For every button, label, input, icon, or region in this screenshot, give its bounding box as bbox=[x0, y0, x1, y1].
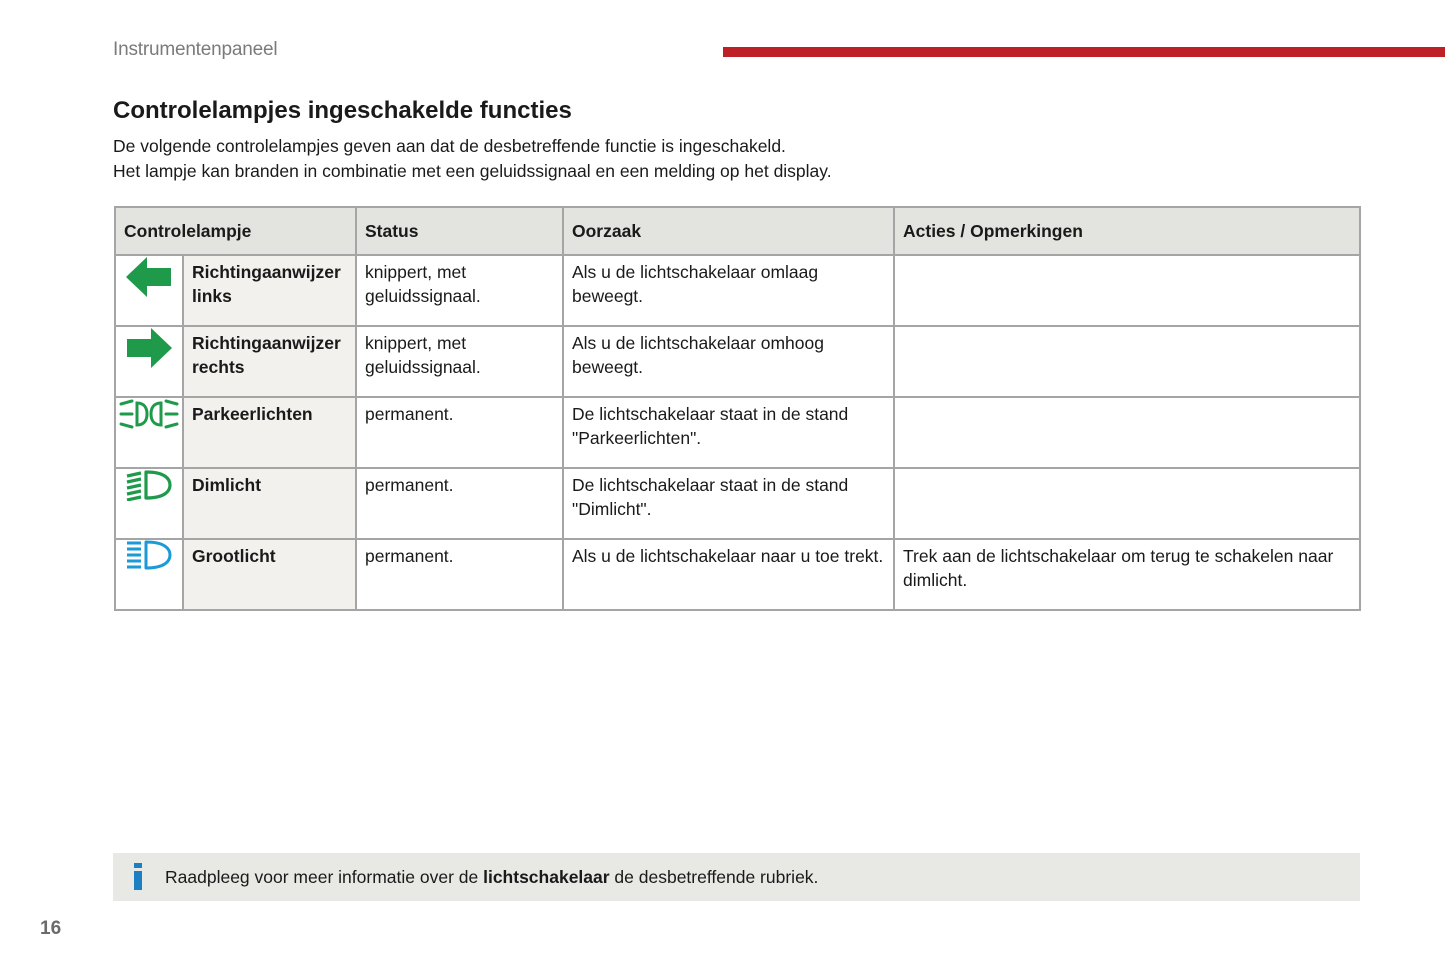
info-note bbox=[113, 853, 1360, 901]
intro-line-2: Het lampje kan branden in combinatie met een geluidssignaal en een melding op het display. bbox=[113, 160, 832, 181]
note-text-before: Raadpleeg voor meer informatie over de bbox=[165, 866, 484, 887]
info-icon bbox=[133, 863, 143, 891]
lamp-icon-cell bbox=[115, 539, 183, 610]
turn-signal-left-icon bbox=[125, 256, 173, 298]
lamp-actions bbox=[894, 397, 1360, 468]
note-text-after: de desbetreffende rubriek. bbox=[609, 866, 819, 887]
warning-lamps-table bbox=[114, 206, 1361, 611]
table-row bbox=[115, 539, 1360, 610]
lamp-icon-cell bbox=[115, 468, 183, 539]
intro-line-1: De volgende controlelampjes geven aan dat de desbetreffende functie is ingeschakeld. bbox=[113, 136, 786, 156]
lamp-icon-cell bbox=[115, 255, 183, 326]
lamp-status: knippert, met geluidssignaal. bbox=[356, 255, 563, 326]
lamp-cause: Als u de lichtschakelaar omhoog beweegt. bbox=[563, 326, 894, 397]
lamp-cause: De lichtschakelaar staat in de stand "Dimlicht". bbox=[563, 468, 894, 539]
table-row bbox=[115, 255, 1360, 326]
lamp-name: Parkeerlichten bbox=[183, 397, 356, 468]
lamp-actions bbox=[894, 255, 1360, 326]
high-beam-icon bbox=[125, 540, 173, 570]
lamp-status: knippert, met geluidssignaal. bbox=[356, 326, 563, 397]
lamp-cause: Als u de lichtschakelaar omlaag beweegt. bbox=[563, 255, 894, 326]
lamp-name: Richtingaanwijzer rechts bbox=[183, 326, 356, 397]
section-header: Instrumentenpaneel bbox=[113, 39, 278, 60]
lamp-actions: Trek aan de lichtschakelaar om terug te schakelen naar dimlicht. bbox=[894, 539, 1360, 610]
header-cause: Oorzaak bbox=[563, 207, 894, 255]
header-accent-bar bbox=[723, 47, 1445, 57]
lamp-actions bbox=[894, 326, 1360, 397]
lamp-status: permanent. bbox=[356, 468, 563, 539]
lamp-name: Dimlicht bbox=[183, 468, 356, 539]
lamp-name: Richtingaanwijzer links bbox=[183, 255, 356, 326]
table-row bbox=[115, 397, 1360, 468]
lamp-icon-cell bbox=[115, 397, 183, 468]
header-status: Status bbox=[356, 207, 563, 255]
header-actions: Acties / Opmerkingen bbox=[894, 207, 1360, 255]
table-row bbox=[115, 326, 1360, 397]
table-row bbox=[115, 468, 1360, 539]
page-title: Controlelampjes ingeschakelde functies bbox=[113, 97, 572, 124]
intro-text bbox=[113, 134, 832, 183]
table-header-row bbox=[115, 207, 1360, 255]
low-beam-icon bbox=[125, 469, 173, 501]
header-lamp: Controlelampje bbox=[115, 207, 356, 255]
page-number: 16 bbox=[40, 918, 62, 939]
lamp-status: permanent. bbox=[356, 397, 563, 468]
note-text-bold: lichtschakelaar bbox=[483, 866, 610, 887]
lamp-cause: Als u de lichtschakelaar naar u toe trekt. bbox=[563, 539, 894, 610]
turn-signal-right-icon bbox=[125, 327, 173, 369]
info-note-text bbox=[165, 867, 818, 888]
lamp-icon-cell bbox=[115, 326, 183, 397]
parking-lights-icon bbox=[119, 398, 179, 430]
lamp-cause: De lichtschakelaar staat in de stand "Parkeerlichten". bbox=[563, 397, 894, 468]
lamp-actions bbox=[894, 468, 1360, 539]
lamp-name: Grootlicht bbox=[183, 539, 356, 610]
lamp-status: permanent. bbox=[356, 539, 563, 610]
